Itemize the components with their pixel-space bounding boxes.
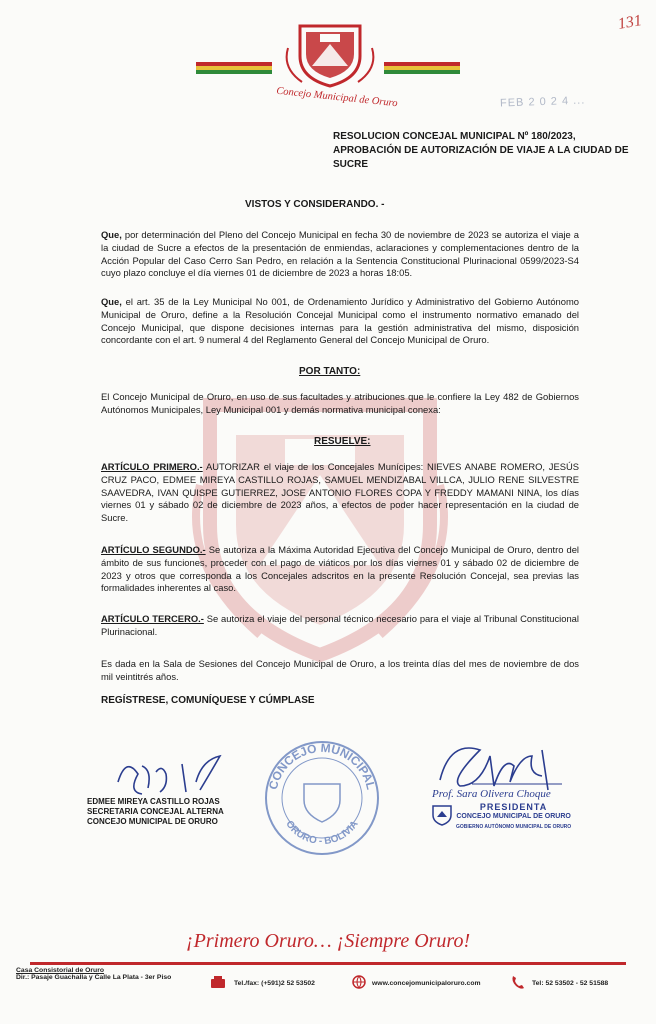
received-date-stamp: FEB 2 0 2 4 ... <box>499 94 586 110</box>
presidency-emblem-icon <box>431 804 453 826</box>
phone-icon <box>510 974 526 990</box>
left-signatory-block <box>87 797 224 827</box>
considerando-paragraph-2 <box>101 296 579 347</box>
paragraph-lead: Que, <box>101 296 122 307</box>
paragraph-text: por determinación del Pleno del Concejo Municipal en fecha 30 de noviembre de 2023 se autoriza el viaje a la ciudad de Sucre a efectos de la presentación de enmiendas, aclaraciones y complementaciones dentro de la Acción Popular del Caso Cerro San Pedro, en relación a la Sentencia Constitucional Plurinacional 0599/2023-S4 cuyo plazo concluye el día viernes 01 de diciembre de 2023 a horas 18:05. <box>101 229 579 279</box>
por-tanto-heading: POR TANTO: <box>299 366 361 377</box>
seal-top-text: CONCEJO MUNICIPAL <box>265 740 379 791</box>
registrese-line: REGÍSTRESE, COMUNÍQUESE Y CÚMPLASE <box>101 695 315 706</box>
articulo-tercero <box>101 613 579 639</box>
seal-bottom-text: ORURO - BOLIVIA <box>283 818 361 848</box>
municipal-logo <box>282 18 378 92</box>
resolution-title: RESOLUCION CONCEJAL MUNICIPAL Nº 180/2023, APROBACIÓN DE AUTORIZACIÓN DE VIAJE A LA CIUDAD DE SUCRE <box>333 131 629 170</box>
svg-text:ORURO - BOLIVIA <box>283 819 360 847</box>
page-number: 131 <box>616 12 644 33</box>
right-signatory-role: PRESIDENTA <box>479 802 548 812</box>
articulo-label: ARTÍCULO TERCERO.- <box>101 613 204 624</box>
fax-icon <box>210 975 226 989</box>
web-icon <box>352 975 366 989</box>
footer-motto: ¡Primero Oruro… ¡Siempre Oruro! <box>185 930 471 952</box>
articulo-label: ARTÍCULO PRIMERO.- <box>101 461 203 472</box>
right-signatory-block <box>456 802 571 832</box>
header-color-strip-left <box>196 62 272 74</box>
left-signatory-name: EDMEE MIREYA CASTILLO ROJAS <box>87 797 220 806</box>
articulo-text: Se autoriza el viaje del personal técnico necesario para el viaje al Tribunal Constitucional Plurinacional. <box>101 613 579 637</box>
left-signatory-org: CONCEJO MUNICIPAL DE ORURO <box>87 817 218 826</box>
closing-paragraph: Es dada en la Sala de Sesiones del Concejo Municipal de Oruro, a los treinta días del mes de noviembre de dos mil veintitrés años. <box>101 658 579 682</box>
right-signatory-sub: GOBIERNO AUTÓNOMO MUNICIPAL DE ORURO <box>456 824 572 830</box>
paragraph-lead: Que, <box>101 229 122 240</box>
left-signatory-role: SECRETARIA CONCEJAL ALTERNA <box>87 807 224 816</box>
articulo-text: Se autoriza a la Máxima Autoridad Ejecutiva del Concejo Municipal de Oruro, dentro del ámbito de sus funciones, proceder con el pago de viáticos por los días viernes 01 y sábado 02 de diciembre de 2023 y otros que corresponda a los Concejales adscritos en la presente Resolución Concejal, sea previas las formalidades inherentes al caso. <box>101 544 579 594</box>
footer-divider <box>30 962 626 965</box>
considerando-paragraph-1 <box>101 229 579 280</box>
footer-address-line2: Dir.: Pasaje Guachalla y Calle La Plata - 3er Piso <box>16 974 172 981</box>
left-signature-scribble <box>112 752 232 798</box>
footer-address <box>16 967 216 981</box>
official-seal <box>262 738 382 858</box>
articulo-primero <box>101 461 579 525</box>
articulo-label: ARTÍCULO SEGUNDO.- <box>101 544 206 555</box>
right-signatory-name: Prof. Sara Olivera Choque <box>432 788 551 800</box>
articulo-text: AUTORIZAR el viaje de los Concejales Munícipes: NIEVES ANABE ROMERO, JESÚS CRUZ PACO, EDMEE MIREYA CASTILLO ROJAS, SAMUEL MENDIZABAL VILLCA, JULIO RENE SILVESTRE SAAVEDRA, IVAN QUISPE GUTIERREZ, JOSE ANTONIO FLORES COPA Y FREDDY MAMANI NINA, los días viernes 01 y sábado 02 de diciembre de 2023 años, a efectos de poder hacer representación en la ciudad de Sucre. <box>101 461 579 524</box>
footer-phone: Tel./fax: (+591)2 52 53502 <box>234 980 315 987</box>
footer-website[interactable]: www.concejomunicipaloruro.com <box>372 980 481 987</box>
vistos-heading: VISTOS Y CONSIDERANDO. - <box>245 199 385 210</box>
footer-address-line1: Casa Consistorial de Oruro <box>16 967 105 974</box>
right-signatory-org: CONCEJO MUNICIPAL DE ORURO <box>456 813 571 820</box>
footer-telephone: Tel: 52 53502 - 52 51588 <box>532 980 609 987</box>
header-color-strip-right <box>384 62 460 74</box>
articulo-segundo <box>101 544 579 595</box>
por-tanto-paragraph: El Concejo Municipal de Oruro, en uso de sus facultades y atribuciones que le confiere la Ley 482 de Gobiernos Autónomos Municipales, Ley Municipal 001 y demás normativa municipal conexa: <box>101 391 579 415</box>
logo-caption: Concejo Municipal de Oruro <box>275 85 399 110</box>
resuelve-heading: RESUELVE: <box>314 436 371 447</box>
paragraph-text: el art. 35 de la Ley Municipal No 001, de Ordenamiento Jurídico y Administrativo del Gobierno Autónomo Municipal de Oruro, define a la Resolución Concejal Municipal como el instrumento normativo emanado del Concejo Municipal, que dispone decisiones internas para la gestión administrativa del mismo, disposición concordante con el art. 9 numeral 4 del Reglamento General del Concejo Municipal de Oruro. <box>101 296 579 346</box>
